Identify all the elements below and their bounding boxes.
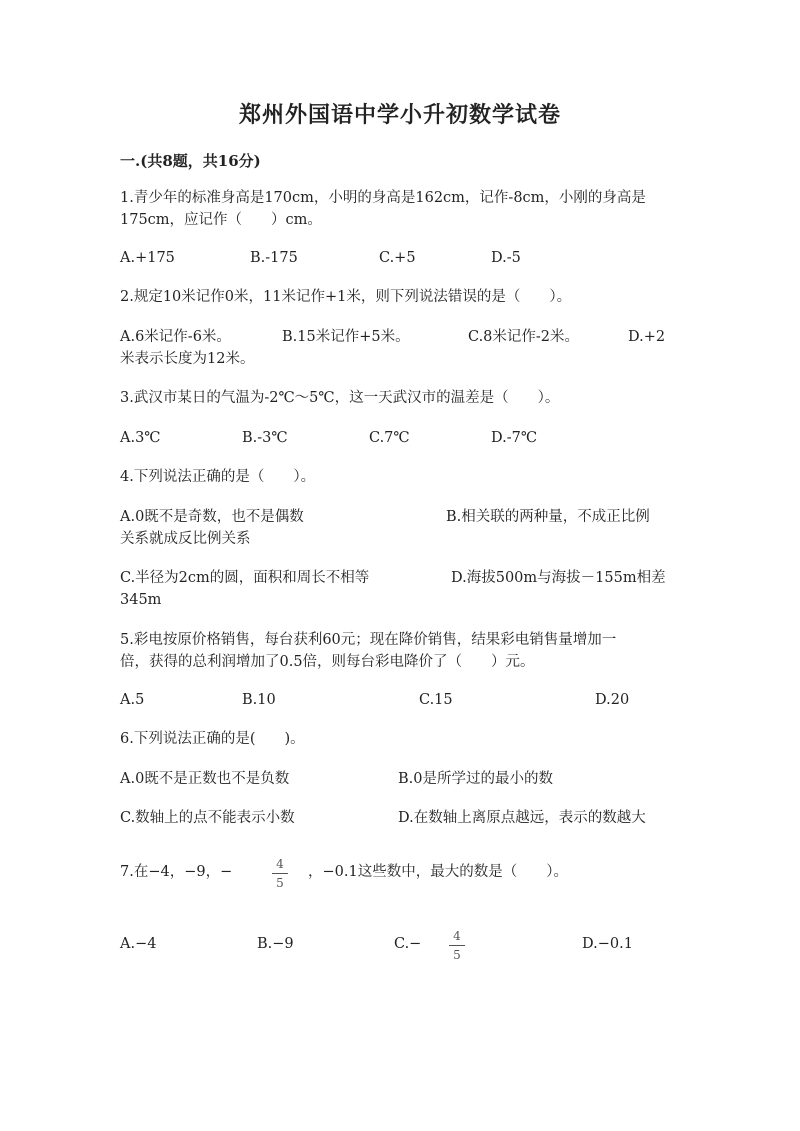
q7-fraction-bar (272, 873, 288, 874)
q3-stem: 3.武汉市某日的气温为-2℃～5℃，这一天武汉市的温差是（ ）。 (120, 390, 560, 406)
q4-option-c: C.半径为2cm的圆，面积和周长不相等 (120, 570, 370, 586)
q3-option-c: C.7℃ (369, 430, 410, 446)
q3-option-a: A.3℃ (120, 430, 161, 446)
q7-option-b: B.−9 (257, 936, 294, 952)
q7-option-a: A.−4 (120, 936, 157, 952)
q5-stem-line1: 5.彩电按原价格销售，每台获利60元；现在降价销售，结果彩电销售量增加一 (120, 632, 617, 648)
q7-option-c-fraction (447, 929, 467, 962)
q2-option-c: C.8米记作-2米。 (468, 329, 580, 345)
q7-option-c-fraction-denominator: 5 (453, 948, 461, 962)
q7-option-d: D.−0.1 (582, 936, 633, 952)
q1-option-b: B.-175 (250, 250, 298, 266)
q3-option-b: B.-3℃ (242, 430, 288, 446)
q4-option-d-continuation: 345m (120, 592, 162, 608)
q2-option-b: B.15米记作+5米。 (282, 329, 410, 345)
q1-stem-line2: 175cm，应记作（ ）cm。 (120, 212, 322, 228)
q2-option-d-continuation: 米表示长度为12米。 (120, 351, 255, 367)
q7-option-c: C.− (394, 936, 422, 952)
q7-option-c-fraction-bar (449, 945, 465, 946)
q6-option-d: D.在数轴上离原点越远，表示的数越大 (398, 810, 646, 826)
q5-option-a: A.5 (120, 692, 145, 708)
q5-option-d: D.20 (595, 692, 630, 708)
q7-stem-prefix: 7.在−4，−9，− (120, 864, 233, 880)
q4-stem: 4.下列说法正确的是（ ）。 (120, 469, 316, 485)
q7-fraction (270, 857, 290, 890)
q4-option-d: D.海拔500m与海拔－155m相差 (451, 570, 666, 586)
q1-stem-line1: 1.青少年的标准身高是170cm，小明的身高是162cm，记作-8cm，小刚的身高是 (120, 190, 646, 206)
q6-option-b: B.0是所学过的最小的数 (398, 771, 553, 787)
q1-option-c: C.+5 (379, 250, 416, 266)
q7-stem-suffix: ，−0.1这些数中，最大的数是（ ）。 (308, 864, 568, 880)
q3-option-d: D.-7℃ (491, 430, 538, 446)
section-heading: 一.(共8题，共16分) (120, 152, 261, 170)
q4-option-a: A.0既不是奇数，也不是偶数 (120, 509, 304, 525)
q7-fraction-denominator: 5 (276, 876, 284, 890)
q2-option-d: D.+2 (628, 329, 666, 345)
q1-option-d: D.-5 (491, 250, 521, 266)
q6-option-a: A.0既不是正数也不是负数 (120, 771, 290, 787)
q4-option-b-continuation: 关系就成反比例关系 (120, 531, 251, 547)
q2-stem: 2.规定10米记作0米，11米记作+1米，则下列说法错误的是（ ）。 (120, 289, 572, 305)
q2-option-a: A.6米记作-6米。 (120, 329, 231, 345)
q4-option-b: B.相关联的两种量，不成正比例 (446, 509, 650, 525)
q7-option-c-fraction-numerator: 4 (453, 929, 461, 943)
q7-fraction-numerator: 4 (276, 857, 284, 871)
q1-option-a: A.+175 (120, 250, 175, 266)
q6-option-c: C.数轴上的点不能表示小数 (120, 810, 295, 826)
q6-stem: 6.下列说法正确的是( )。 (120, 731, 305, 747)
q5-option-b: B.10 (242, 692, 276, 708)
q5-stem-line2: 倍，获得的总利润增加了0.5倍，则每台彩电降价了（ ）元。 (120, 654, 535, 670)
page-title: 郑州外国语中学小升初数学试卷 (238, 102, 561, 128)
q5-option-c: C.15 (419, 692, 453, 708)
